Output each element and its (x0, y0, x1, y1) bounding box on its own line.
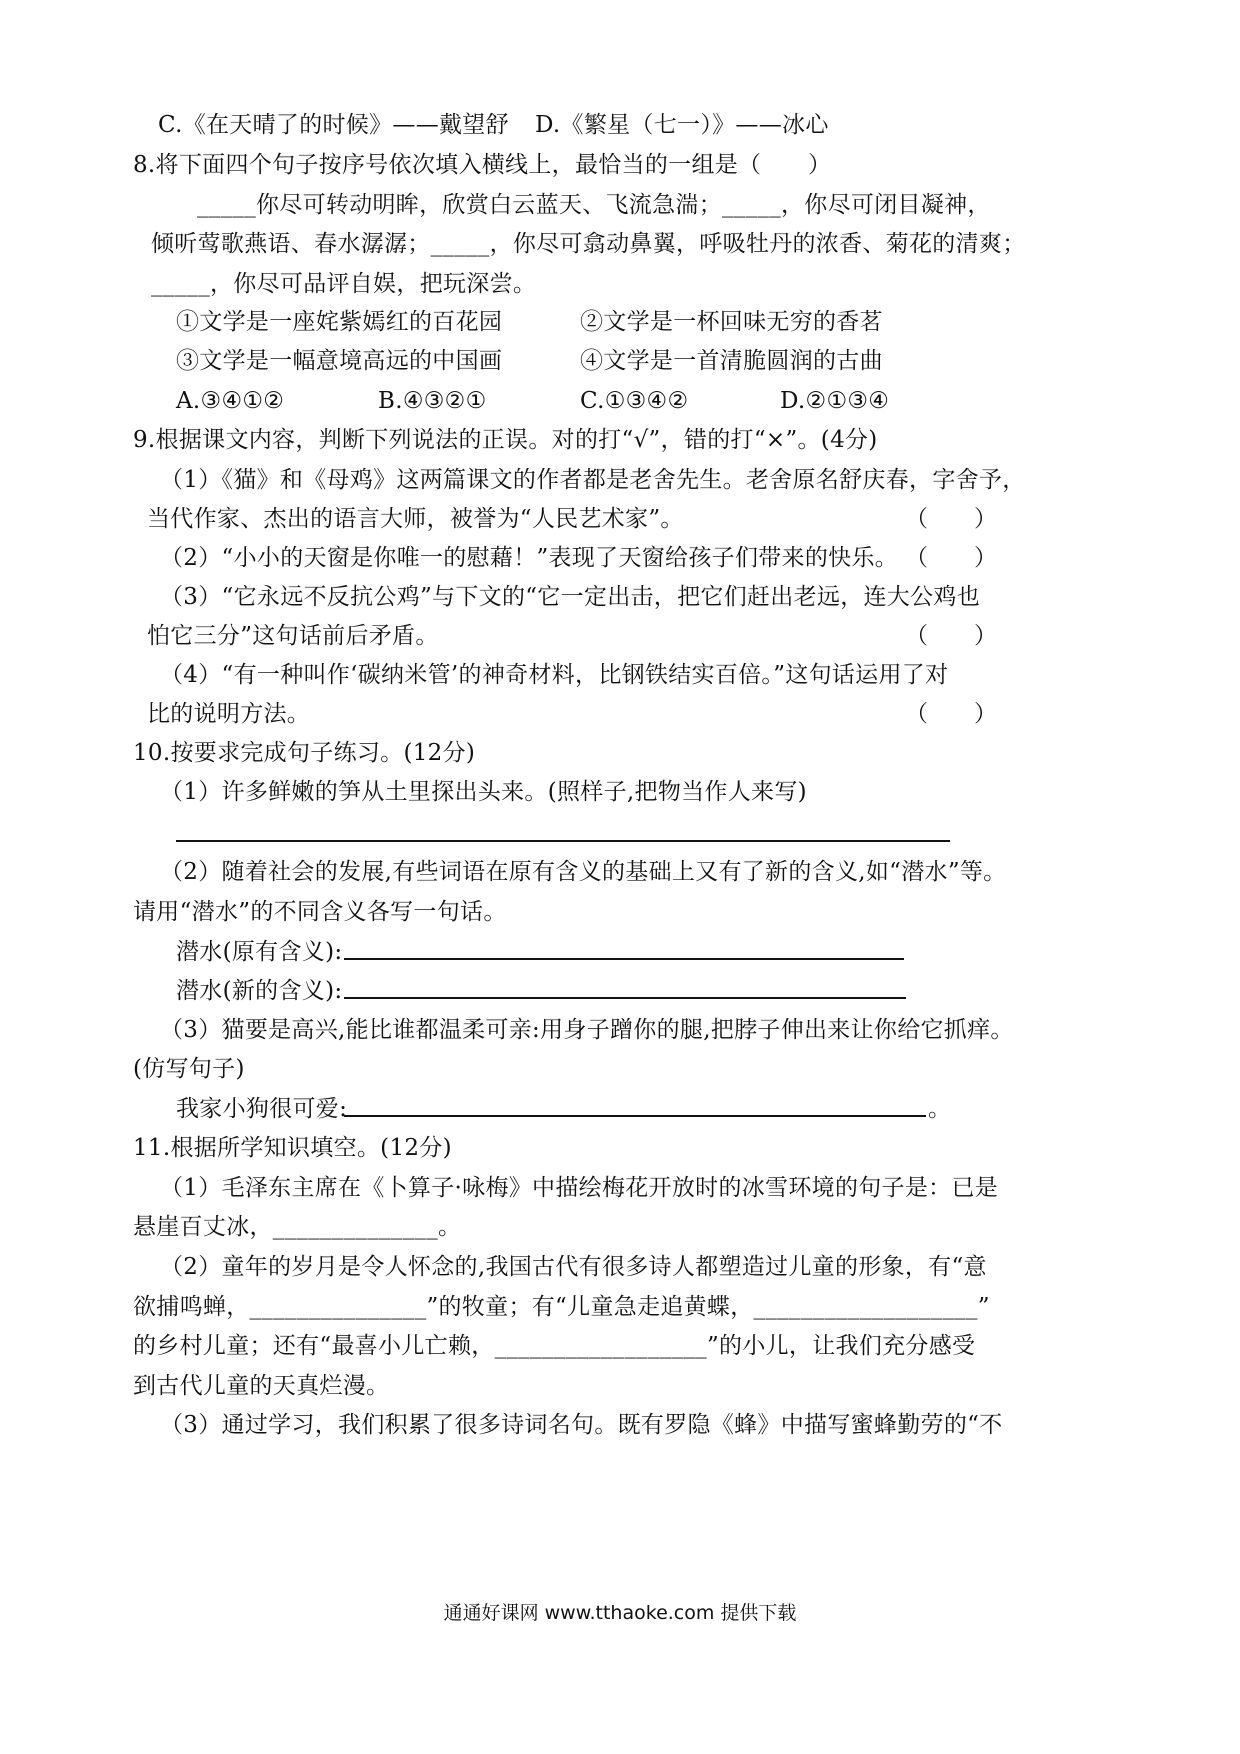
q11-item2-line2: 欲捕鸣蝉，_______________”的牧童；有“儿童急走追黄蝶，___________________” (133, 1294, 990, 1320)
footer-credit: 通通好课网 www.tthaoke.com 提供下载 (443, 1602, 797, 1624)
q11-item2-line1: （2）童年的岁月是令人怀念的,我国古代有很多诗人都塑造过儿童的形象，有“意 (160, 1254, 987, 1280)
q9-item1-line1: （1）《猫》和《母鸡》这两篇课文的作者都是老舍先生。老舍原名舒庆春，字舍予， (160, 467, 1026, 493)
q8-sentence-2: ②文学是一杯回味无穷的香茗 (580, 309, 883, 335)
q10-item3-line2: (仿写句子) (133, 1056, 245, 1082)
q8-option-a: A.③④①② (176, 388, 285, 414)
q10-item3-line1: （3）猫要是高兴,能比谁都温柔可亲:用身子蹭你的腿,把脖子伸出来让你给它抓痒。 (160, 1017, 1014, 1043)
q9-item4-line1: （4）“有一种叫作‘碳纳米管’的神奇材料，比钢铁结实百倍。”这句话运用了对 (160, 662, 949, 688)
q8-option-d: D.②①③④ (780, 388, 890, 414)
q10-stem: 10.按要求完成句子练习。(12分) (133, 740, 476, 766)
q9-item3-answer-paren[interactable]: （ ） (905, 623, 997, 649)
q11-item1-line1: （1）毛泽东主席在《卜算子·咏梅》中描绘梅花开放时的冰雪环境的句子是：已是 (160, 1175, 999, 1201)
q9-item1-line2: 当代作家、杰出的语言大师，被誉为“人民艺术家”。 (147, 506, 684, 532)
q7-option-d: D.《繁星（七一）》——冰心 (535, 112, 829, 138)
q8-sentence-1: ①文学是一座姹紫嫣红的百花园 (176, 309, 503, 335)
q9-item4-answer-paren[interactable]: （ ） (905, 701, 997, 727)
q10-new-meaning-answer-line[interactable] (344, 997, 906, 999)
q10-dog-period: 。 (928, 1096, 952, 1122)
q10-item2-line2: 请用“潜水”的不同含义各写一句话。 (133, 899, 507, 925)
q8-stem: 8.将下面四个句子按序号依次填入横线上，最恰当的一组是（ ） (133, 152, 832, 178)
q11-stem: 11.根据所学知识填空。(12分) (133, 1135, 452, 1161)
q9-item3-line2: 怕它三分”这句话前后矛盾。 (147, 623, 439, 649)
q10-new-meaning-label: 潜水(新的含义): (176, 978, 343, 1004)
q9-item4-line2: 比的说明方法。 (147, 701, 311, 727)
q10-original-meaning-answer-line[interactable] (344, 958, 904, 960)
q9-item1-answer-paren[interactable]: （ ） (905, 506, 997, 532)
q8-passage-line2: 倾听莺歌燕语、春水潺潺；_____，你尽可翕动鼻翼，呼吸牡丹的浓香、菊花的清爽； (151, 231, 1026, 257)
q7-option-c: C.《在天晴了的时候》——戴望舒 (158, 112, 509, 138)
q8-passage-line3: _____，你尽可品评自娱，把玩深尝。 (151, 271, 537, 297)
q10-dog-answer-line[interactable] (344, 1115, 926, 1117)
q10-item1: （1）许多鲜嫩的笋从土里探出头来。(照样子,把物当作人来写) (160, 779, 807, 805)
q10-item1-answer-line[interactable] (176, 840, 950, 842)
q8-option-b: B.④③②① (378, 388, 487, 414)
q11-item2-line3: 的乡村儿童；还有“最喜小儿亡赖，__________________”的小儿，让我们充分感受 (133, 1333, 976, 1359)
q10-original-meaning-label: 潜水(原有含义): (176, 939, 343, 965)
q9-item3-line1: （3）“它永远不反抗公鸡”与下文的“它一定出击，把它们赶出老远，连大公鸡也 (160, 584, 981, 610)
q10-dog-label: 我家小狗很可爱: (176, 1096, 348, 1122)
q8-sentence-4: ④文学是一首清脆圆润的古曲 (580, 348, 883, 374)
q11-item1-line2: 悬崖百丈冰，______________。 (133, 1214, 462, 1240)
q11-item3-line1: （3）通过学习，我们积累了很多诗词名句。既有罗隐《蜂》中描写蜜蜂勤劳的“不 (160, 1412, 1003, 1438)
q8-passage-line1: _____你尽可转动明眸，欣赏白云蓝天、飞流急湍；_____，你尽可闭目凝神， (197, 192, 991, 218)
q10-item2-line1: （2）随着社会的发展,有些词语在原有含义的基础上又有了新的含义,如“潜水”等。 (160, 859, 1007, 885)
q8-option-c: C.①③④② (580, 388, 689, 414)
q9-stem: 9.根据课文内容，判断下列说法的正误。对的打“√”，错的打“×”。(4分) (133, 427, 878, 453)
q9-item2-answer-paren[interactable]: （ ） (905, 545, 997, 571)
q8-sentence-3: ③文学是一幅意境高远的中国画 (176, 348, 503, 374)
q11-item2-line4: 到古代儿童的天真烂漫。 (133, 1373, 390, 1399)
q9-item2: （2）“小小的天窗是你唯一的慰藉！”表现了天窗给孩子们带来的快乐。 (160, 545, 899, 571)
